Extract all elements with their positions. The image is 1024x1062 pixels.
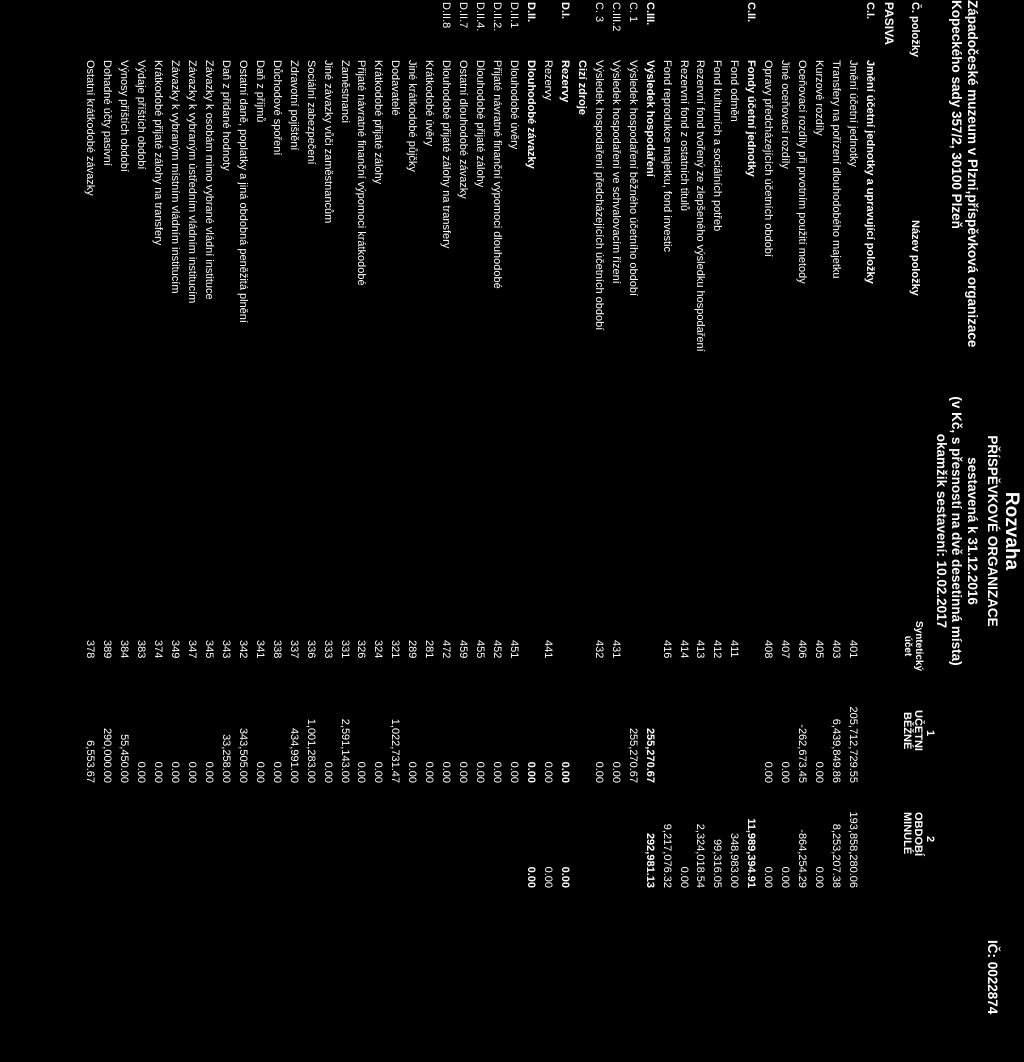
table-row: [169, 0, 181, 1062]
table-row: [135, 0, 147, 1062]
row-name: Dlouhodobé závazky: [525, 60, 537, 169]
table-row: [627, 0, 639, 1062]
row-name: Jiné závazky vůči zaměstnancům: [321, 60, 334, 224]
table-row: [389, 0, 401, 1062]
row-name: Jiné oceňovací rozdíly: [779, 60, 792, 169]
row-code: C.III.2: [609, 2, 622, 32]
row-name: Dlouhodobé úvěry: [508, 60, 521, 150]
row-current-period: 0.00: [525, 761, 537, 783]
row-previous-period: 348,983.00: [728, 832, 741, 888]
row-name: Krátkodobé přijaté zálohy na transfery: [152, 60, 165, 246]
row-previous-period: 0.00: [541, 866, 554, 888]
row-synthetic-account: 414: [677, 640, 690, 659]
row-name: Jiné krátkodobé půjčky: [406, 60, 419, 172]
table-row: [457, 0, 469, 1062]
row-current-period: 255,270.67: [626, 727, 639, 783]
table-row: [152, 0, 164, 1062]
row-code: C.I.: [864, 2, 876, 20]
row-synthetic-account: 374: [152, 640, 165, 659]
row-name: Výsledek hospodaření ve schvalovacím řízení: [609, 60, 622, 284]
row-synthetic-account: 337: [287, 640, 300, 659]
table-row: [678, 0, 690, 1062]
row-name: Oceňovací rozdíly při prvotním použití metody: [796, 60, 809, 284]
table-row: [728, 0, 740, 1062]
row-code: C. 3: [592, 2, 605, 23]
table-row: [440, 0, 452, 1062]
row-current-period: -262,673.45: [796, 724, 809, 783]
row-current-period: 0.00: [321, 761, 334, 783]
row-code: C.III.: [643, 2, 656, 26]
row-synthetic-account: 338: [270, 640, 283, 659]
table-row: [356, 0, 368, 1062]
table-row: [661, 0, 673, 1062]
row-synthetic-account: 341: [253, 640, 266, 659]
row-synthetic-account: 407: [779, 640, 792, 659]
row-current-period: 290,000.00: [101, 727, 114, 783]
row-synthetic-account: 413: [694, 640, 707, 659]
row-current-period: 6,439,849.86: [830, 718, 843, 783]
table-row: [423, 0, 435, 1062]
row-current-period: 0.00: [779, 761, 792, 783]
row-code: D.II.: [525, 2, 537, 23]
organization-address: Kopeckého sady 357/2, 30100 Plzeň: [949, 0, 964, 229]
row-synthetic-account: 378: [84, 640, 97, 659]
row-synthetic-account: 406: [796, 640, 809, 659]
table-row: [322, 0, 334, 1062]
column-2-label-b: MINULÉ: [901, 812, 913, 855]
row-current-period: 0.00: [541, 761, 554, 783]
document-subtitle: PŘÍSPĚVKOVÉ ORGANIZACE: [985, 435, 1000, 627]
row-name: Výnosy příštích období: [118, 60, 131, 172]
table-row: [610, 0, 622, 1062]
table-row: [542, 0, 554, 1062]
row-current-period: 434,991.00: [287, 727, 300, 783]
row-name: Opravy předcházejících účetních období: [762, 60, 775, 257]
row-previous-period: 0.00: [525, 866, 537, 888]
table-row: [711, 0, 723, 1062]
row-synthetic-account: 411: [728, 640, 741, 658]
row-name: Důchodové spoření: [270, 60, 283, 156]
row-synthetic-account: 408: [762, 640, 775, 659]
row-synthetic-account: 349: [169, 640, 182, 659]
row-current-period: 2,591,143.00: [338, 718, 351, 783]
units-note: (v Kč, s přesností na dvě desetinná místa): [949, 396, 964, 666]
row-synthetic-account: 405: [813, 640, 826, 659]
row-name: Závazky k vybraným místním vládním institucím: [169, 60, 182, 294]
row-synthetic-account: 459: [457, 640, 470, 659]
table-row: [84, 0, 96, 1062]
row-name: Závazky k vybraným ústředním vládním institucím: [186, 60, 198, 304]
table-row: [372, 0, 384, 1062]
row-synthetic-account: 384: [118, 640, 131, 659]
row-name: Dodavatelé: [389, 60, 402, 116]
row-previous-period: 0.00: [677, 866, 690, 888]
row-current-period: 0.00: [406, 761, 419, 783]
column-code-header: Č. položky: [909, 2, 921, 58]
row-name: Krátkodobé přijaté zálohy: [372, 60, 385, 185]
table-row: [796, 0, 808, 1062]
column-1-number: 1: [924, 730, 936, 737]
row-synthetic-account: 289: [406, 640, 419, 659]
table-row: [237, 0, 249, 1062]
row-name: Zdravotní pojištění: [287, 60, 300, 151]
table-row: [203, 0, 215, 1062]
row-name: Fond kulturních a sociálních potřeb: [711, 60, 724, 232]
row-current-period: 33,258.00: [219, 734, 232, 783]
row-current-period: 0.00: [270, 761, 283, 783]
row-synthetic-account: 431: [609, 640, 622, 659]
row-current-period: 0.00: [762, 761, 775, 783]
row-name: Cizí zdroje: [575, 60, 588, 116]
column-2-number: 2: [924, 836, 936, 843]
row-name: Jmění účetní jednotky: [847, 60, 860, 168]
organization-name: Západočeské muzeum v Plzni,příspěvková organizace: [965, 0, 980, 348]
row-previous-period: 193,858,280.06: [847, 811, 860, 888]
row-current-period: 255,270.67: [643, 727, 656, 783]
row-name: Výsledek hospodaření: [643, 60, 656, 177]
table-row: [644, 0, 656, 1062]
row-current-period: 0.00: [372, 761, 385, 783]
row-name: Fond odměn: [728, 60, 741, 122]
row-synthetic-account: 452: [491, 640, 504, 659]
column-1-label-a: UČETNI: [912, 710, 924, 751]
row-synthetic-account: 336: [304, 640, 317, 659]
row-current-period: 0.00: [813, 761, 826, 783]
table-row: [220, 0, 232, 1062]
row-synthetic-account: 451: [508, 640, 521, 659]
row-synthetic-account: 324: [372, 640, 385, 659]
table-row: [508, 0, 520, 1062]
table-row: [745, 0, 757, 1062]
table-row: [118, 0, 130, 1062]
row-code: C. 1: [626, 2, 639, 23]
row-synthetic-account: 455: [474, 640, 487, 659]
table-row: [474, 0, 486, 1062]
row-previous-period: 99,316.05: [711, 839, 724, 888]
row-current-period: 205,712,729.55: [847, 706, 860, 783]
table-row: [254, 0, 266, 1062]
row-current-period: 1,001,283.00: [304, 718, 317, 783]
row-name: Rezervy: [541, 60, 554, 101]
row-previous-period: 2,324,018.54: [694, 823, 707, 888]
table-row: [813, 0, 825, 1062]
row-name: Zaměstnanci: [338, 60, 351, 123]
row-synthetic-account: 383: [135, 640, 148, 659]
row-synthetic-account: 331: [338, 640, 351, 659]
row-synthetic-account: 326: [355, 640, 368, 659]
table-row: [847, 0, 859, 1062]
row-code: D.II.4.: [474, 2, 487, 32]
company-id: IČ: 0022874: [985, 940, 1000, 1015]
table-row: [186, 0, 198, 1062]
row-name: Ostatní daně, poplatky a jiná obdobná peněžitá plnění: [236, 60, 249, 323]
column-synthetic-header: Syntetický účet: [902, 620, 924, 672]
row-name: Rezervy: [558, 60, 571, 103]
row-synthetic-account: 432: [592, 640, 605, 659]
table-row: [406, 0, 418, 1062]
row-synthetic-account: 472: [440, 640, 453, 659]
row-current-period: 0.00: [202, 761, 215, 783]
row-synthetic-account: 412: [711, 640, 724, 659]
table-row: [576, 0, 588, 1062]
row-current-period: 0.00: [253, 761, 266, 783]
row-synthetic-account: 281: [423, 640, 436, 659]
row-previous-period: 0.00: [813, 866, 826, 888]
row-synthetic-account: 389: [101, 640, 114, 659]
row-current-period: 0.00: [423, 761, 436, 783]
row-current-period: 0.00: [474, 761, 487, 783]
row-name: Fondy účetní jednotky: [745, 60, 758, 177]
row-current-period: 0.00: [169, 761, 182, 783]
column-2-label-a: OBDOBÍ: [912, 812, 924, 856]
row-previous-period: 0.00: [779, 866, 792, 888]
row-current-period: 0.00: [508, 761, 521, 783]
row-name: Transfery na pořízení dlouhodobého majetku: [830, 60, 843, 279]
row-previous-period: 0.00: [762, 866, 775, 888]
row-name: Sociální zabezpečení: [304, 60, 317, 165]
row-name: Kurzové rozdíly: [813, 60, 826, 136]
table-row: [559, 0, 571, 1062]
row-synthetic-account: 401: [847, 640, 860, 659]
row-previous-period: 0.00: [558, 866, 571, 888]
row-current-period: 0.00: [355, 761, 368, 783]
document-title: Rozvaha: [1001, 491, 1022, 571]
row-previous-period: 8,253,207.38: [830, 823, 843, 888]
row-name: Výsledek hospodaření běžného účetního období: [626, 60, 639, 297]
row-synthetic-account: 342: [236, 640, 249, 659]
row-synthetic-account: 403: [830, 640, 843, 659]
row-current-period: 0.00: [491, 761, 504, 783]
table-row: [288, 0, 300, 1062]
row-name: Daň z příjmů: [253, 60, 266, 123]
row-previous-period: 292,981.13: [643, 832, 656, 888]
row-current-period: 55,450.00: [118, 734, 131, 783]
table-row: [762, 0, 774, 1062]
table-row: [339, 0, 351, 1062]
row-name: Ostatní krátkodobé závazky: [84, 60, 97, 196]
row-current-period: 6,553.67: [84, 740, 97, 783]
row-name: Rezervní fond z ostatních titulů: [677, 60, 690, 212]
row-current-period: 0.00: [609, 761, 622, 783]
row-name: Krátkodobé úvěry: [423, 60, 436, 147]
row-current-period: 1,022,731.47: [389, 718, 402, 783]
row-synthetic-account: 321: [389, 640, 402, 659]
row-code: C.II.: [745, 2, 758, 23]
table-row: [525, 0, 537, 1062]
row-name: Fond reprodukce majetku, fond investic: [660, 60, 673, 252]
table-row: [491, 0, 503, 1062]
row-synthetic-account: 416: [660, 640, 673, 659]
balance-date: sestavená k 31.12.2016: [965, 457, 980, 605]
row-name: Výsledek hospodaření předcházejících účetních období: [592, 60, 605, 331]
column-name-header: Název položky: [909, 220, 921, 296]
table-row: [830, 0, 842, 1062]
row-name: Závazky k osobám mimo vybrané vládní instituce: [202, 60, 215, 300]
row-name: Jmění účetní jednotky a upravující položky: [864, 60, 876, 284]
row-synthetic-account: 347: [186, 640, 198, 659]
section-title: PASIVA: [882, 2, 896, 45]
row-current-period: 343,505.00: [236, 727, 249, 783]
row-synthetic-account: 345: [202, 640, 215, 659]
row-name: Přijaté návratné finanční výpomoci dlouhodobé: [491, 60, 504, 289]
row-current-period: 0.00: [592, 761, 605, 783]
row-current-period: 0.00: [135, 761, 148, 783]
table-row: [695, 0, 707, 1062]
row-name: Daň z přidané hodnoty: [219, 60, 232, 171]
row-name: Dohadné účty pasivní: [101, 60, 114, 166]
row-previous-period: 11,989,394.91: [745, 818, 758, 888]
row-name: Rezervní fond tvořený ze zlepšeného výsledku hospodaření: [694, 60, 707, 352]
row-synthetic-account: 441: [541, 640, 554, 659]
row-code: D.II.7: [457, 2, 470, 29]
row-code: D.II.8: [440, 2, 453, 29]
row-current-period: 0.00: [440, 761, 453, 783]
table-row: [864, 0, 876, 1062]
table-row: [593, 0, 605, 1062]
row-name: Výdaje příštích období: [135, 60, 148, 170]
row-current-period: 0.00: [457, 761, 470, 783]
row-current-period: 0.00: [558, 761, 571, 783]
row-name: Ostatní dlouhodobé závazky: [457, 60, 470, 199]
table-row: [101, 0, 113, 1062]
table-row: [271, 0, 283, 1062]
table-row: [305, 0, 317, 1062]
row-synthetic-account: 343: [219, 640, 232, 659]
row-code: D.II.1: [508, 2, 521, 29]
row-code: D.II.2.: [491, 2, 504, 32]
row-name: Dlouhodobé přijaté zálohy na transfery: [440, 60, 453, 249]
row-name: Přijaté návratné finanční výpomoci krátkodobé: [355, 60, 368, 286]
column-1-label-b: BĚŽNÉ: [901, 712, 913, 750]
row-current-period: 0.00: [186, 761, 198, 783]
row-previous-period: 9,217,076.32: [660, 823, 673, 888]
row-code: D.I.: [558, 2, 571, 20]
row-previous-period: -864,254.29: [796, 829, 809, 888]
table-row: [779, 0, 791, 1062]
row-name: Dlouhodobé přijaté zálohy: [474, 60, 487, 188]
row-current-period: 0.00: [152, 761, 165, 783]
row-synthetic-account: 333: [321, 640, 334, 659]
compiled-moment: okamžik sestavení: 10.02.2017: [934, 433, 949, 629]
